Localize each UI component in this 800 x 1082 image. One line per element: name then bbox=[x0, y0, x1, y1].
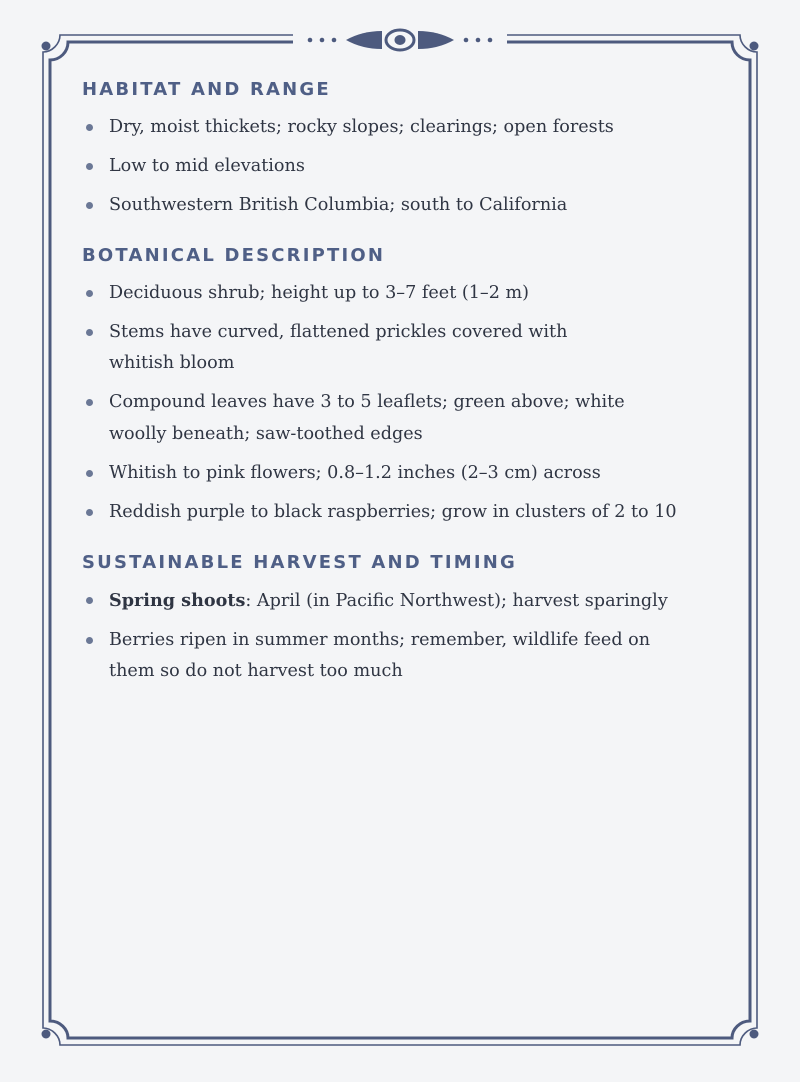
bullet-list bbox=[82, 585, 732, 688]
section-heading: HABITAT AND RANGE bbox=[82, 79, 331, 100]
list-item: Southwestern British Columbia; south to California bbox=[82, 190, 732, 222]
list-item: Whitish to pink flowers; 0.8–1.2 inches (2–3 cm) across bbox=[82, 458, 732, 490]
corner-dot-top-left bbox=[42, 42, 51, 51]
list-item: Berries ripen in summer months; remember, wildlife feed on them so do not harvest too much bbox=[82, 625, 699, 688]
list-item: Stems have curved, flattened prickles covered with whitish bloom bbox=[82, 317, 614, 380]
list-item: Reddish purple to black raspberries; grow in clusters of 2 to 10 bbox=[82, 497, 732, 529]
section-botanical-description bbox=[82, 238, 732, 529]
corner-dot-bottom-left bbox=[42, 1030, 51, 1039]
corner-dot-bottom-right bbox=[750, 1030, 759, 1039]
item-bold-label: Spring shoots bbox=[109, 589, 246, 611]
bullet-list bbox=[82, 278, 732, 529]
item-text: : April (in Pacific Northwest); harvest sparingly bbox=[245, 590, 668, 611]
section-sustainable-harvest-and-timing bbox=[82, 545, 732, 688]
list-item: Low to mid elevations bbox=[82, 151, 732, 183]
list-item: Deciduous shrub; height up to 3–7 feet (1–2 m) bbox=[82, 278, 732, 310]
list-item: Compound leaves have 3 to 5 leaflets; green above; white woolly beneath; saw-toothed edges bbox=[82, 387, 674, 450]
bullet-list bbox=[82, 112, 732, 222]
content-area bbox=[82, 72, 732, 704]
corner-dot-top-right bbox=[750, 42, 759, 51]
section-heading: BOTANICAL DESCRIPTION bbox=[82, 244, 386, 266]
top-ornament-icon bbox=[308, 30, 493, 50]
list-item: Dry, moist thickets; rocky slopes; clearings; open forests bbox=[82, 112, 732, 144]
list-item bbox=[82, 585, 732, 618]
section-habitat-and-range bbox=[82, 72, 732, 222]
section-heading: SUSTAINABLE HARVEST AND TIMING bbox=[82, 551, 518, 573]
